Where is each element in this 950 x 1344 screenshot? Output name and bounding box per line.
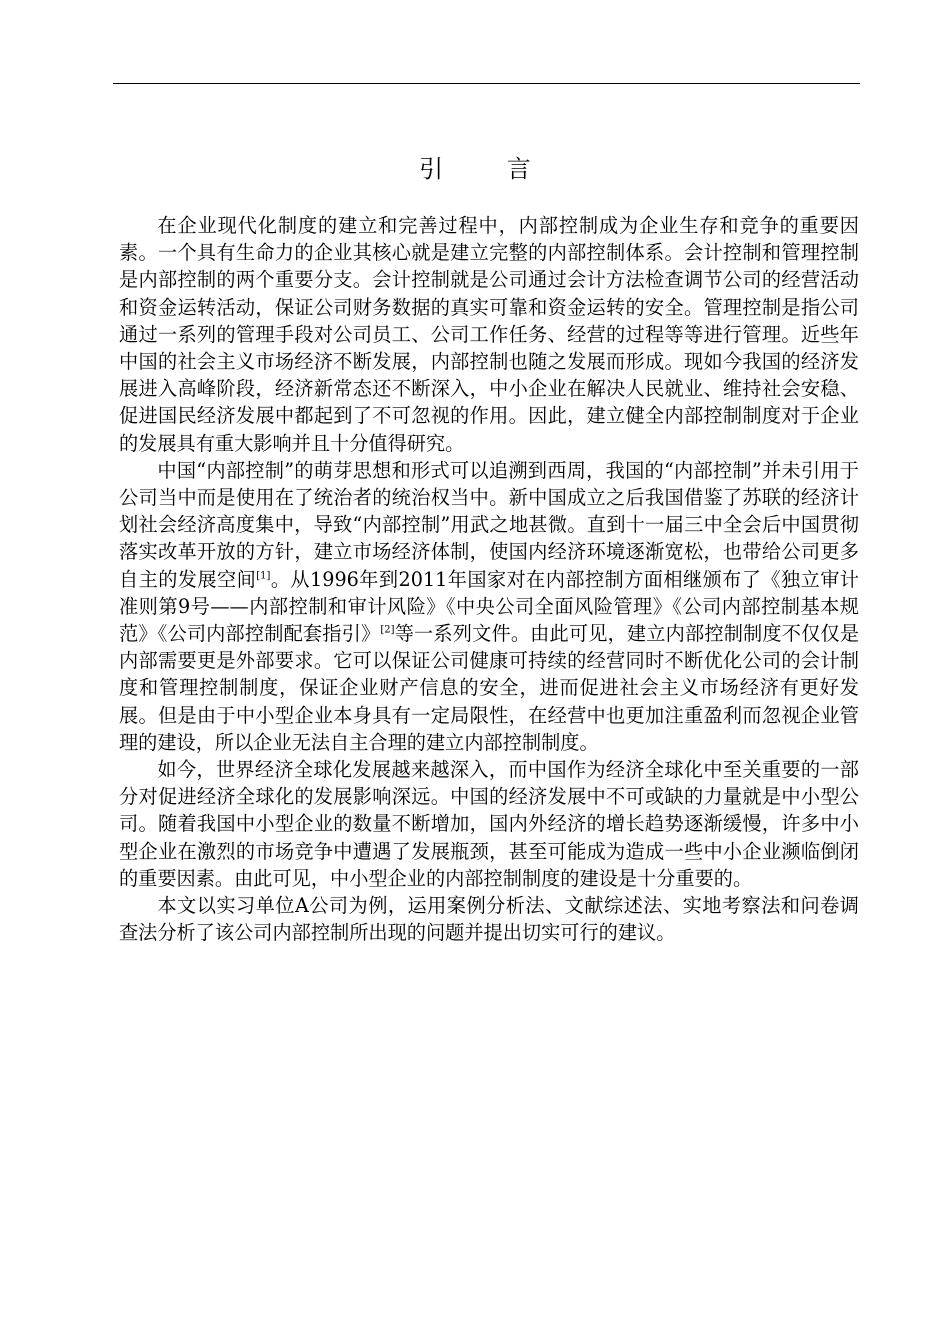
citation-2: [2]	[380, 624, 395, 636]
paragraph-4	[119, 892, 859, 946]
body-text	[119, 212, 859, 946]
paragraph-1-text: 在企业现代化制度的建立和完善过程中，内部控制成为企业生存和竞争的重要因素。一个具有生命力的企业其核心就是建立完整的内部控制体系。会计控制和管理控制是内部控制的两个重要分支。会计控制就是公司通过会计方法检查调节公司的经营活动和资金运转活动，保证公司财务数据的真实可靠和资金运转的安全。管理控制是指公司通过一系列的管理手段对公司员工、公司工作任务、经营的过程等等进行管理。近些年中国的社会主义市场经济不断发展，内部控制也随之发展而形成。现如今我国的经济发展进入高峰阶段，经济新常态还不断深入，中小企业在解决人民就业、维持社会安稳、促进国民经济发展中都起到了不可忽视的作用。因此，建立健全内部控制制度对于企业的发展具有重大影响并且十分值得研究。	[119, 214, 859, 455]
paragraph-1	[119, 212, 859, 457]
paragraph-3-text: 如今，世界经济全球化发展越来越深入，而中国作为经济全球化中至关重要的一部分对促进经济全球化的发展影响深远。中国的经济发展中不可或缺的力量就是中小型公司。随着我国中小型企业的数量不断增加，国内外经济的增长趋势逐渐缓慢，许多中小型企业在激烈的市场竞争中遭遇了发展瓶颈，甚至可能成为造成一些中小企业濒临倒闭的重要因素。由此可见，中小型企业的内部控制制度的建设是十分重要的。	[119, 758, 859, 890]
paragraph-2-text-a: 中国“内部控制”的萌芽思想和形式可以追溯到西周，我国的“内部控制”并未引用于公司当中而是使用在了统治者的统治权当中。新中国成立之后我国借鉴了苏联的经济计划社会经济高度集中，导致“内部控制”用武之地甚微。直到十一届三中全会后中国贯彻落实改革开放的方针，建立市场经济体制，使国内经济环境逐渐宽松，也带给公司更多自主的发展空间	[119, 458, 859, 591]
citation-1: [1]	[256, 570, 271, 582]
paragraph-2-text-b: 。从1996年到2011年国家对在内部控制方面相继颁布了《独立审计准则第9号——内部控制和审计风险》《中央公司全面风险管理》《公司内部控制基本规范》《公司内部控制配套指引》	[119, 567, 859, 646]
paragraph-3	[119, 756, 859, 892]
header-rule	[113, 83, 860, 84]
page-title: 引 言	[419, 155, 559, 183]
paragraph-2-text-c: 等一系列文件。由此可见，建立内部控制制度不仅仅是内部需要更是外部要求。它可以保证公司健康可持续的经营同时不断优化公司的会计制度和管理控制制度，保证企业财产信息的安全，进而促进社会主义市场经济有更好发展。但是由于中小型企业本身具有一定局限性，在经营中也更加注重盈利而忽视企业管理的建设，所以企业无法自主合理的建立内部控制制度。	[119, 622, 860, 754]
paragraph-2	[119, 457, 859, 756]
paragraph-4-text: 本文以实习单位A公司为例，运用案例分析法、文献综述法、实地考察法和问卷调查法分析了该公司内部控制所出现的问题并提出切实可行的建议。	[119, 894, 859, 945]
